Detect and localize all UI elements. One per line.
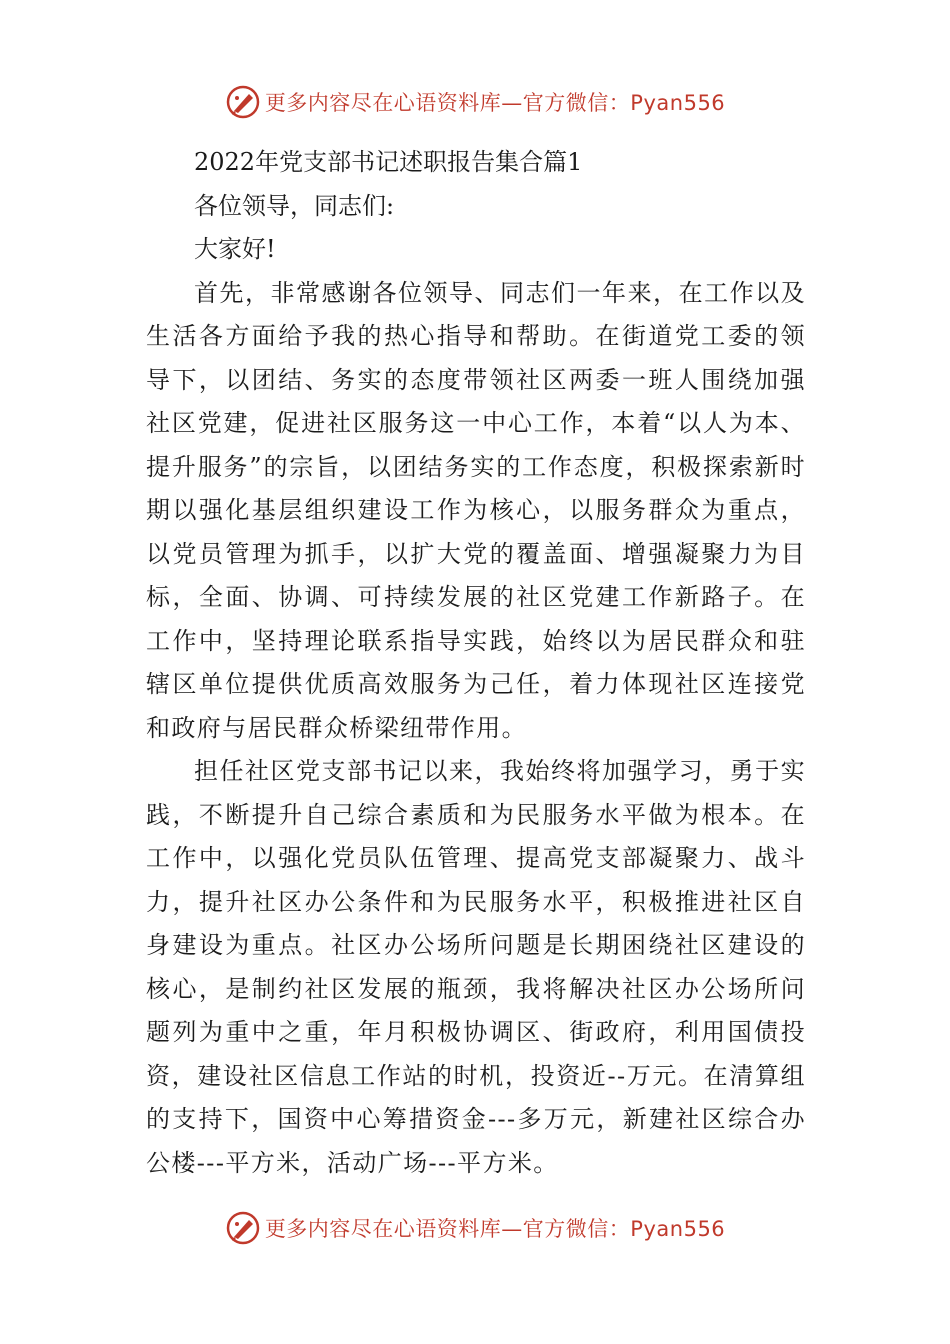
pen-circle-logo-icon: [225, 84, 261, 120]
watermark-text: 更多内容尽在心语资料库—官方微信：Pyan556: [264, 1217, 726, 1241]
paragraph-2: 担任社区党支部书记以来，我始终将加强学习，勇于实践，不断提升自己综合素质和为民服务水平做为根本。在工作中，以强化党员队伍管理、提高党支部凝聚力、战斗力，提升社区办公条件和为民服务水平，积极推进社区自身建设为重点。社区办公场所问题是长期困绕社区建设的核心，是制约社区发展的瓶颈，我将解决社区办公场所问题列为重中之重，年月积极协调区、街政府，利用国债投资，建设社区信息工作站的时机，投资近--万元。在清算组的支持下，国资中心筹措资金---多万元，新建社区综合办公楼---平方米，活动广场---平方米。: [146, 757, 806, 1177]
watermark-banner-bottom: [0, 1208, 950, 1248]
hello-line: 大家好!: [194, 235, 276, 263]
document-body: [146, 141, 806, 1185]
greeting-line: 各位领导，同志们:: [194, 191, 395, 220]
paragraph-1: 首先，非常感谢各位领导、同志们一年来，在工作以及生活各方面给予我的热心指导和帮助。在街道党工委的领导下，以团结、务实的态度带领社区两委一班人围绕加强社区党建，促进社区服务这一中心工作，本着“以人为本、提升服务”的宗旨，以团结务实的工作态度，积极探索新时期以强化基层组织建设工作为核心，以服务群众为重点，以党员管理为抓手，以扩大党的覆盖面、增强凝聚力为目标，全面、协调、可持续发展的社区党建工作新路子。在工作中，坚持理论联系指导实践，始终以为居民群众和驻辖区单位提供优质高效服务为己任，着力体现社区连接党和政府与居民群众桥梁纽带作用。: [146, 278, 806, 742]
pen-circle-logo-icon: [225, 1210, 261, 1246]
watermark-text: 更多内容尽在心语资料库—官方微信：Pyan556: [264, 91, 726, 115]
watermark-banner-top: [0, 82, 950, 122]
document-title: 2022年党支部书记述职报告集合篇1: [194, 148, 583, 176]
